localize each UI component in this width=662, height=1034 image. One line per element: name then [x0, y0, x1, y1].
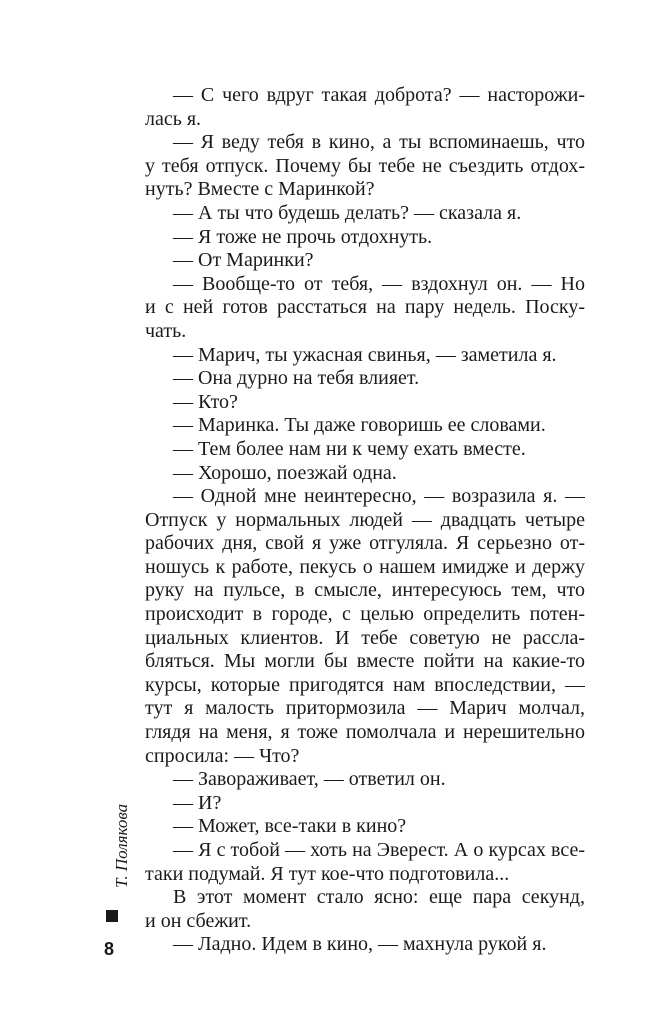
text-line: — И? [173, 791, 222, 814]
text-line: руку на пульсе, в смысле, интересуюсь тем, что [145, 579, 585, 602]
text-line: нуть? Вместе с Маринкой? [145, 178, 375, 201]
text-line: чать. [145, 319, 187, 342]
text-line: и он сбежит. [145, 909, 252, 932]
text-line: — Я тоже не прочь отдохнуть. [173, 225, 433, 248]
page-number: 8 [104, 939, 115, 959]
text-line: — А ты что будешь делать? — сказала я. [173, 201, 522, 224]
text-line: Отпуск у нормальных людей — двадцать четыре [145, 508, 585, 531]
text-line: В этот момент стало ясно: еще пара секунд, [173, 886, 585, 909]
text-line: тут я малость притормозила — Марич молчал, [145, 697, 585, 720]
text-line: спросила: — Что? [145, 744, 300, 767]
text-line: рабочих дня, свой я уже отгуляла. Я серьезно от- [145, 532, 585, 555]
author-name: Т. Полякова [112, 803, 131, 888]
square-marker-icon [106, 910, 118, 922]
text-line: — Одной мне неинтересно, — возразила я. — [173, 485, 585, 508]
text-line: и с ней готов расстаться на пару недель. Поску- [145, 296, 585, 319]
text-line: — Маринка. Ты даже говоришь ее словами. [173, 414, 546, 437]
text-line: происходит в городе, с целью определить потен- [145, 603, 585, 626]
text-line: — Вообще-то от тебя, — вздохнул он. — Но [173, 272, 585, 295]
text-line: — Ладно. Идем в кино, — махнула рукой я. [173, 933, 547, 956]
text-line: — От Маринки? [173, 249, 314, 272]
body-text [145, 84, 585, 957]
text-line: — Я веду тебя в кино, а ты вспоминаешь, что [173, 131, 585, 154]
text-line: — Кто? [173, 390, 238, 413]
text-line: — Хорошо, поезжай одна. [173, 461, 397, 484]
text-line: таки подумай. Я тут кое-что подготовила... [145, 862, 510, 885]
text-line: — Тем более нам ни к чему ехать вместе. [173, 437, 526, 460]
text-line: — Марич, ты ужасная свинья, — заметила я. [173, 343, 557, 366]
text-line: циальных клиентов. И тебе советую не рассла- [145, 626, 585, 649]
text-line: лась я. [145, 107, 202, 130]
running-head [112, 800, 131, 900]
text-line: — Я с тобой — хоть на Эверест. А о курсах все- [173, 839, 585, 861]
text-line: глядя на меня, я тоже помолчала и нерешительно [145, 721, 585, 744]
text-line: у тебя отпуск. Почему бы тебе не съездить отдох- [145, 154, 585, 177]
text-line: ношусь к работе, пекусь о нашем имидже и держу [145, 555, 585, 578]
text-line: курсы, которые пригодятся нам впоследствии, — [145, 673, 585, 696]
text-line: — Завораживает, — ответил он. [173, 768, 446, 791]
text-line: — С чего вдруг такая доброта? — насторожи- [173, 84, 585, 106]
text-line: бляться. Мы могли бы вместе пойти на какие-то [145, 650, 585, 673]
text-line: — Она дурно на тебя влияет. [173, 367, 420, 390]
text-line: — Может, все-таки в кино? [173, 815, 407, 838]
